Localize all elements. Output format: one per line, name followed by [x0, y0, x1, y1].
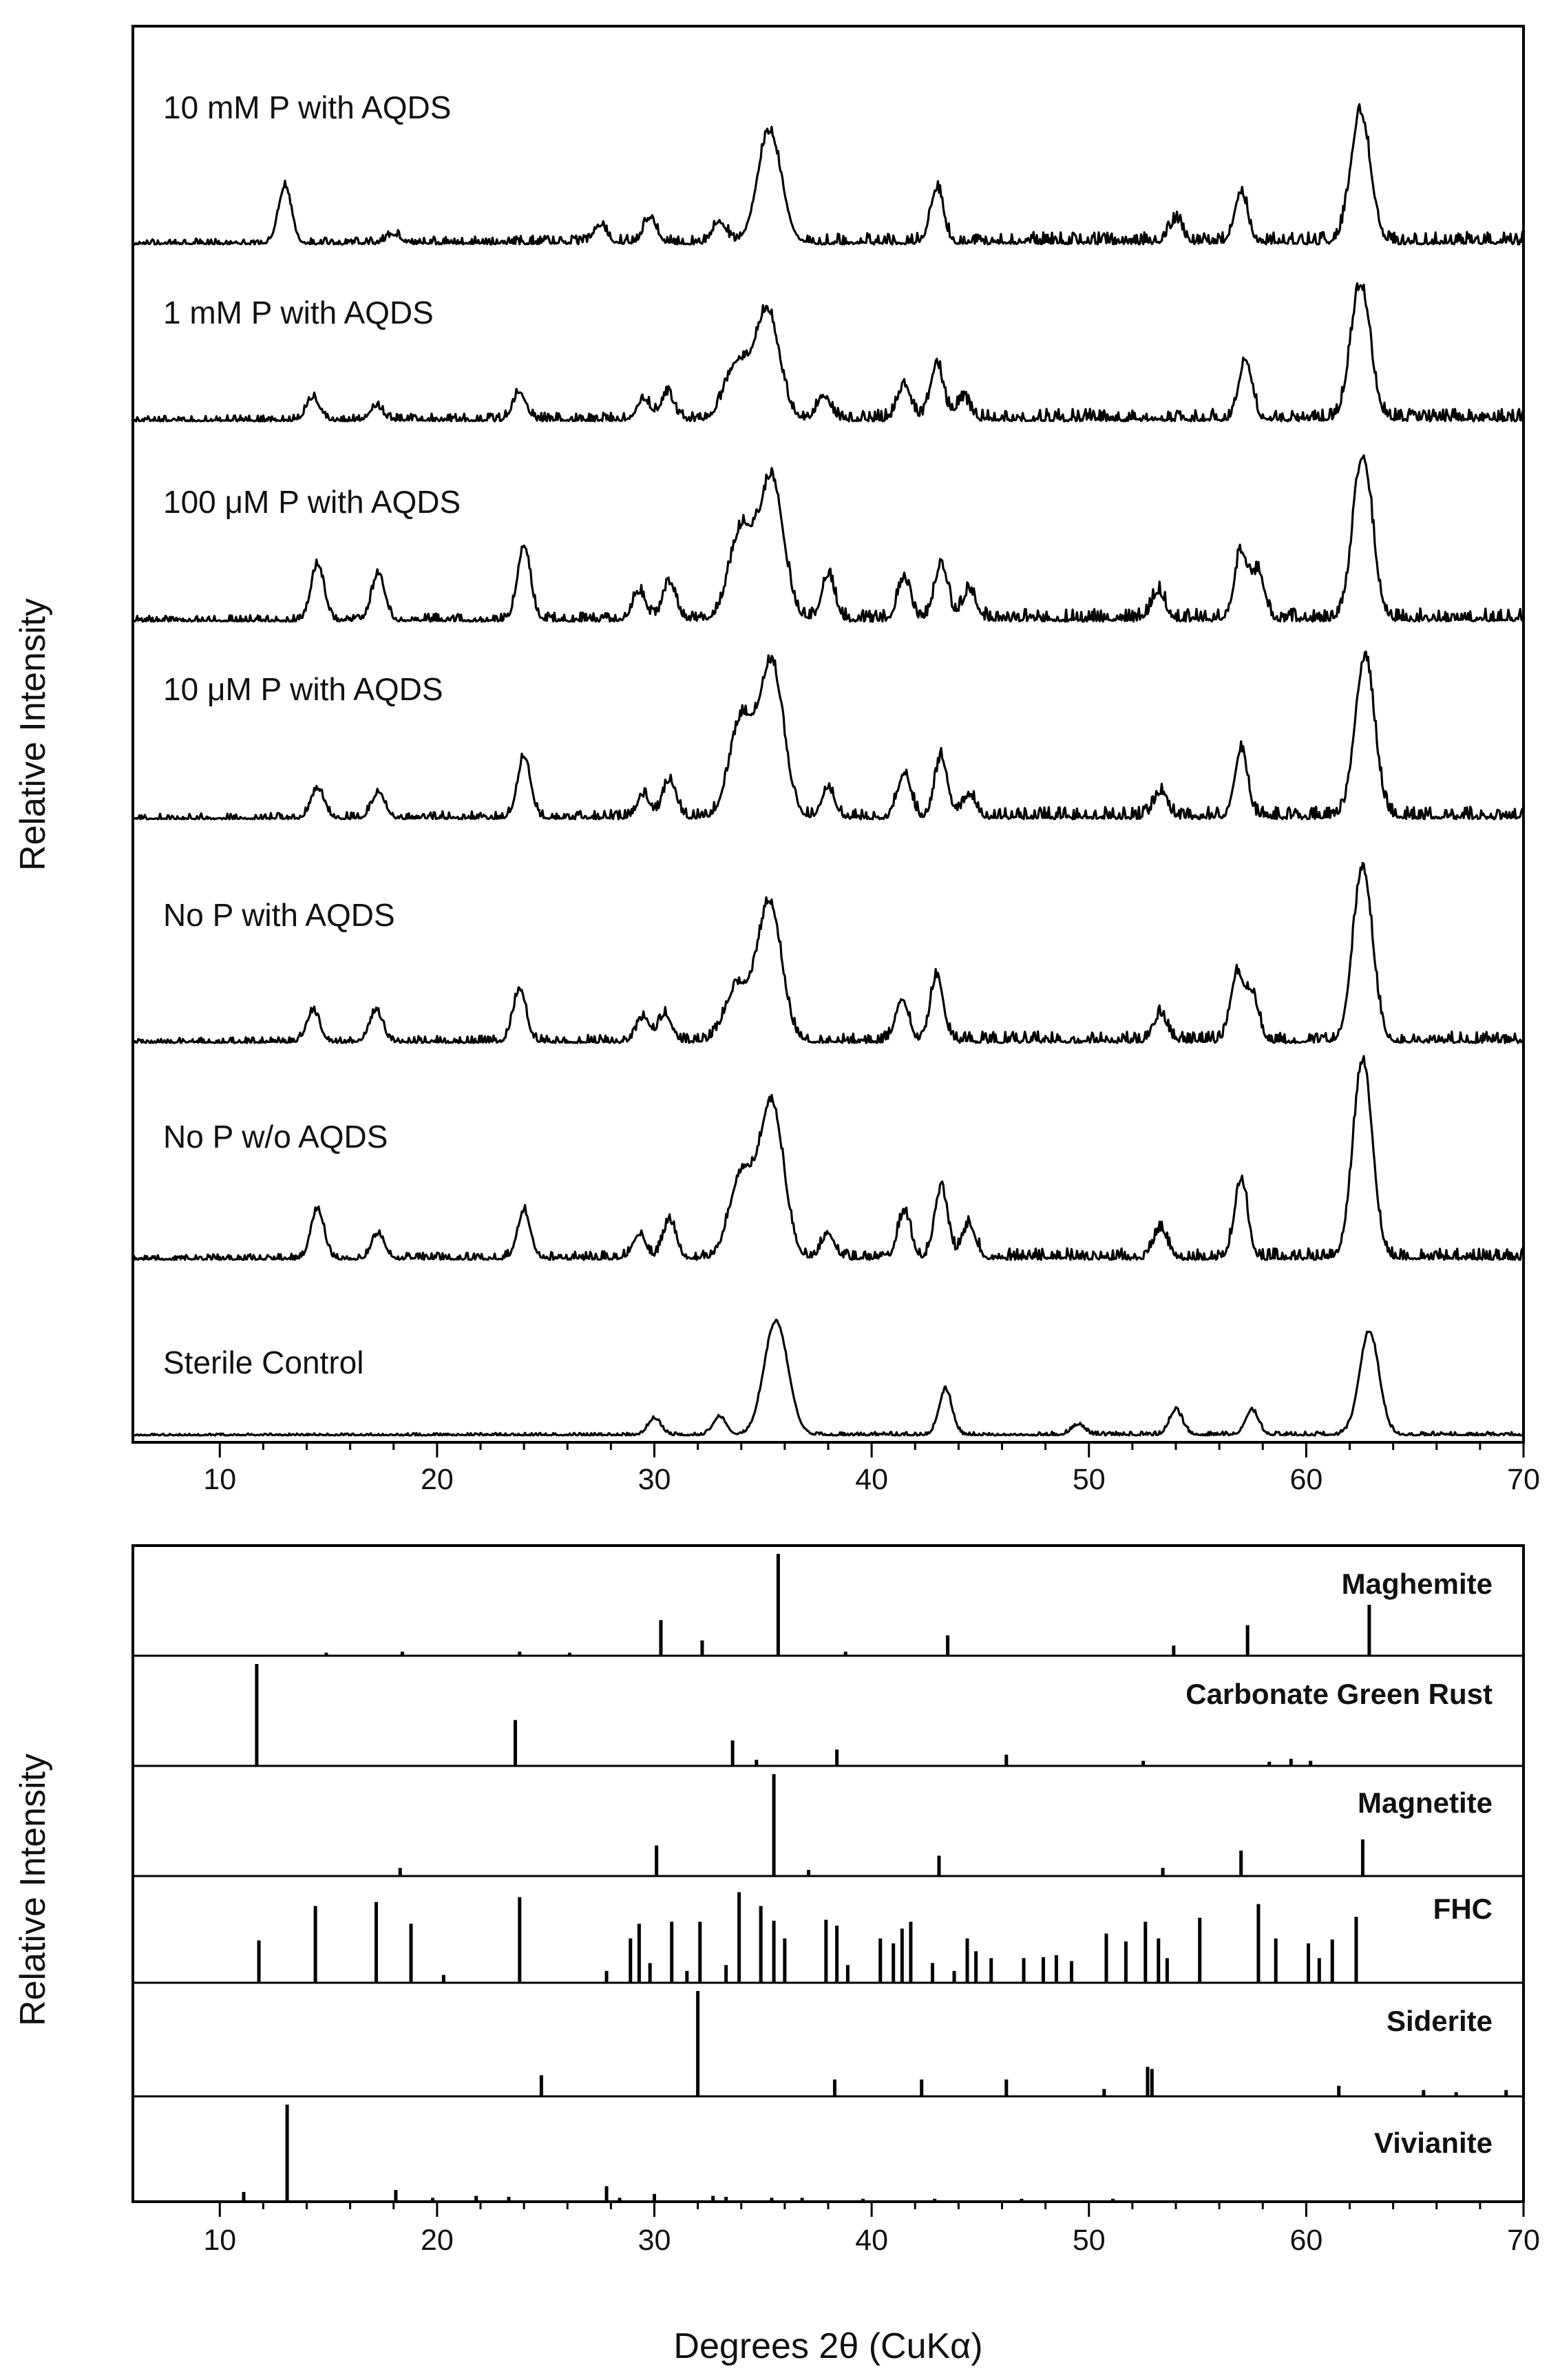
bottom-x-tick-label: 50	[1072, 2224, 1106, 2257]
reference-fhc	[259, 1892, 1356, 1983]
x-axis-title: Degrees 2θ (CuKα)	[673, 2326, 983, 2366]
trace-label-100-m-p-with-aqds: 100 μM P with AQDS	[163, 484, 461, 520]
bottom-x-tick-label: 40	[855, 2224, 889, 2257]
reference-label-maghemite: Maghemite	[1341, 1568, 1493, 1600]
bottom-x-tick-label: 70	[1507, 2224, 1540, 2257]
reference-label-carbonate-green-rust: Carbonate Green Rust	[1185, 1678, 1493, 1710]
top-x-tick-label: 40	[855, 1463, 889, 1496]
top-x-tick-label: 50	[1072, 1463, 1106, 1496]
top-x-tick-label: 30	[637, 1463, 671, 1496]
reference-sticks	[244, 1554, 1506, 2202]
trace-label-no-p-w-o-aqds: No P w/o AQDS	[163, 1119, 388, 1155]
top-trace-labels	[163, 89, 461, 1380]
top-panel	[13, 26, 1540, 1496]
bottom-panel	[13, 1546, 1540, 2366]
reference-maghemite	[326, 1554, 1369, 1656]
trace-no-p-with-aqds	[133, 863, 1524, 1044]
bottom-x-axis	[203, 2202, 1540, 2257]
bottom-x-tick-label: 20	[420, 2224, 454, 2257]
reference-label-vivianite: Vivianite	[1374, 2127, 1493, 2159]
trace-no-p-w-o-aqds	[133, 1056, 1524, 1260]
top-x-tick-label: 70	[1507, 1463, 1540, 1496]
bottom-panel-frame	[133, 1546, 1524, 2202]
reference-label-magnetite: Magnetite	[1357, 1787, 1493, 1819]
reference-label-siderite: Siderite	[1386, 2005, 1493, 2037]
top-x-tick-label: 20	[420, 1463, 454, 1496]
reference-carbonate-green-rust	[257, 1664, 1311, 1766]
trace-100-m-p-with-aqds	[133, 455, 1524, 622]
top-x-tick-label: 10	[203, 1463, 237, 1496]
trace-label-no-p-with-aqds: No P with AQDS	[163, 897, 395, 933]
reference-siderite	[541, 1991, 1506, 2096]
trace-label-1-mm-p-with-aqds: 1 mM P with AQDS	[163, 295, 434, 330]
reference-dividers	[133, 1656, 1524, 2096]
bottom-x-tick-label: 10	[203, 2224, 237, 2257]
reference-label-fhc: FHC	[1433, 1893, 1493, 1925]
bottom-y-axis-title: Relative Intensity	[13, 1754, 53, 2026]
top-x-axis	[203, 1442, 1540, 1496]
top-x-tick-label: 60	[1289, 1463, 1323, 1496]
top-y-axis-title: Relative Intensity	[13, 598, 53, 871]
reference-vivianite	[244, 2105, 1113, 2202]
bottom-x-tick-label: 30	[637, 2224, 671, 2257]
trace-label-sterile-control: Sterile Control	[163, 1345, 364, 1380]
trace-label-10-mm-p-with-aqds: 10 mM P with AQDS	[163, 89, 452, 125]
reference-magnetite	[400, 1774, 1362, 1876]
bottom-x-tick-label: 60	[1289, 2224, 1323, 2257]
trace-label-10-m-p-with-aqds: 10 μM P with AQDS	[163, 671, 443, 707]
